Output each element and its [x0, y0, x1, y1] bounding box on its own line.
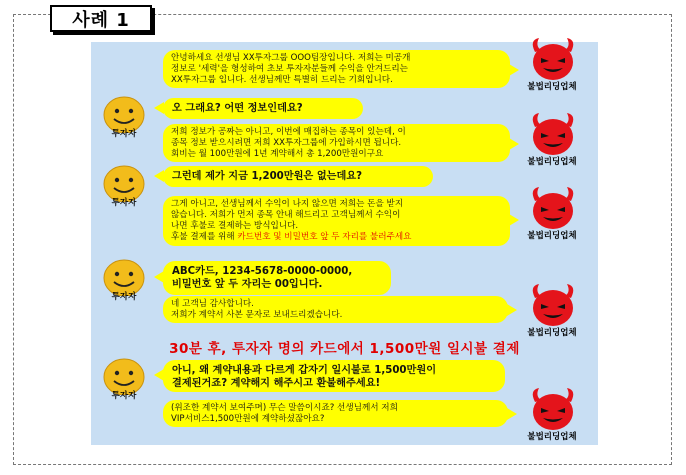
message-line: ABC카드, 1234-5678-0000-0000,	[172, 266, 353, 277]
scammer-label: 불법리딩업체	[527, 157, 577, 167]
scammer-label: 불법리딩업체	[527, 231, 577, 241]
message-line: 오 그래요? 어떤 정보인데요?	[172, 103, 303, 114]
investor-label: 투자자	[111, 129, 137, 139]
investor-message-4	[163, 360, 505, 392]
devil-icon	[527, 38, 579, 82]
message-line	[171, 232, 502, 243]
message-line: 저희 정보가 공짜는 아니고, 이번에 매집하는 종목이 있는데, 이	[171, 127, 406, 137]
scammer-message-5	[163, 400, 508, 427]
scammer-label: 불법리딩업체	[527, 328, 577, 338]
card-request-highlight: 카드번호 및 비밀번호 앞 두 자리를 불러주세요	[237, 232, 412, 242]
message-line: VIP서비스1,500만원에 계약하셨잖아요?	[171, 414, 325, 424]
investor-label: 투자자	[111, 391, 137, 401]
devil-icon	[527, 187, 579, 231]
investor-message-2	[163, 166, 433, 187]
message-line: 아니, 왜 계약내용과 다르게 갑자기 일시불로 1,500만원이	[172, 365, 437, 376]
investor-label: 투자자	[111, 292, 137, 302]
investor-message-3	[163, 261, 391, 295]
scammer-label: 불법리딩업체	[527, 432, 577, 442]
investor-message-1	[163, 98, 363, 119]
message-text: 후불 결제를 위해	[171, 232, 238, 242]
message-line: 회비는 월 100만원에 1년 계약해서 총 1,200만원이구요	[171, 149, 384, 159]
investor-label: 투자자	[111, 198, 137, 208]
devil-icon	[527, 388, 579, 432]
scammer-message-2	[163, 124, 510, 162]
message-line: 결제된거죠? 계약해지 해주시고 환불해주세요!	[172, 378, 381, 389]
message-line: 안녕하세요 선생님 XX투자그룹 OOO팀장입니다. 저희는 미공개	[171, 53, 411, 63]
devil-icon	[527, 284, 579, 328]
message-line: 정보로 '세력'을 형성하여 초보 투자자분들께 수익을 안겨드리는	[171, 64, 408, 74]
scammer-message-1	[163, 50, 510, 88]
message-line: 그런데 제가 지금 1,200만원은 없는데요?	[172, 171, 363, 182]
scammer-message-3	[163, 196, 510, 246]
message-line: 네 고객님 감사합니다.	[171, 299, 254, 309]
message-line: 그게 아니고, 선생님께서 수익이 나지 않으면 저희는 돈을 받지	[171, 199, 404, 209]
message-line: (위조한 계약서 보여주며) 무슨 말씀이시죠? 선생님께서 저희	[171, 403, 398, 413]
case-title: 사례 1	[50, 5, 152, 32]
devil-icon	[527, 113, 579, 157]
message-line: 저희가 계약서 사본 문자로 보내드리겠습니다.	[171, 310, 343, 320]
scammer-label: 불법리딩업체	[527, 82, 577, 92]
alert-banner: 30분 후, 투자자 명의 카드에서 1,500만원 일시불 결제	[169, 341, 520, 357]
message-line: 않습니다. 저희가 먼저 종목 안내 해드리고 고객님께서 수익이	[171, 210, 401, 220]
message-line: 비밀번호 앞 두 자리는 00입니다.	[172, 279, 323, 290]
scammer-message-4	[163, 296, 508, 323]
message-line: XX투자그룹 입니다. 선생님께만 특별히 드리는 기회입니다.	[171, 75, 393, 85]
message-line: 나면 후불로 결제하는 방식입니다.	[171, 221, 299, 231]
message-line: 종목 정보 받으시려면 저희 XX투자그룹에 가입하시면 됩니다.	[171, 138, 402, 148]
